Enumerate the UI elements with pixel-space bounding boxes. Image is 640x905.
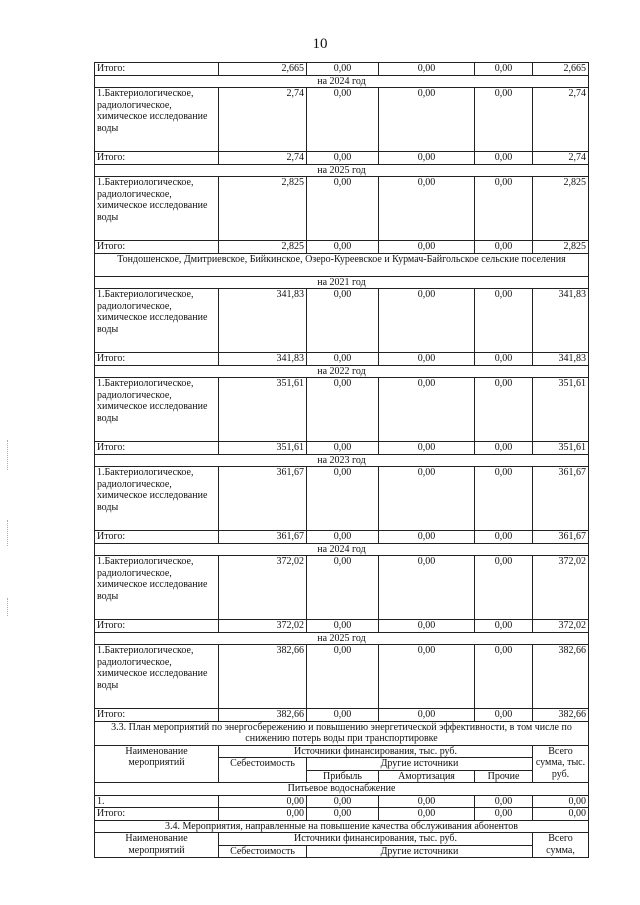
activity-total: 382,66 <box>533 645 589 709</box>
activity-total: 361,67 <box>533 467 589 531</box>
total-profit: 0,00 <box>307 620 379 633</box>
year-header-row <box>95 543 589 556</box>
total-cost: 2,665 <box>219 63 307 76</box>
total-other: 0,00 <box>475 442 533 455</box>
total-label: Итого: <box>95 620 219 633</box>
total-label: Итого: <box>95 241 219 254</box>
total-other: 0,00 <box>475 531 533 544</box>
total-other: 0,00 <box>475 241 533 254</box>
section-3-4-header-row <box>95 833 589 846</box>
year-label: на 2025 год <box>95 164 589 177</box>
activity-cost: 382,66 <box>219 645 307 709</box>
total-total: 2,825 <box>533 241 589 254</box>
activity-cost: 361,67 <box>219 467 307 531</box>
total-other: 0,00 <box>475 808 533 821</box>
total-total: 351,61 <box>533 442 589 455</box>
page-number: 10 <box>312 36 328 52</box>
header-misc: Прочие <box>475 770 533 783</box>
total-other: 0,00 <box>475 620 533 633</box>
total-profit: 0,00 <box>307 63 379 76</box>
total-amortization: 0,00 <box>379 442 475 455</box>
activity-other: 0,00 <box>475 556 533 620</box>
activity-total: 2,825 <box>533 177 589 241</box>
year-header-row <box>95 75 589 88</box>
total-cost: 351,61 <box>219 442 307 455</box>
header-name: Наименование мероприятий <box>95 833 219 858</box>
activity-row <box>95 289 589 353</box>
scan-margin-mark <box>7 440 10 470</box>
header-cost: Себестоимость <box>219 845 307 858</box>
total-total: 2,665 <box>533 63 589 76</box>
total-label: Итого: <box>95 808 219 821</box>
header-sources: Источники финансирования, тыс. руб. <box>219 745 533 758</box>
activity-profit: 0,00 <box>307 177 379 241</box>
header-other-sources: Другие источники <box>307 845 533 858</box>
activity-name: 1.Бактериологическое, радиологическое, химическое исследование воды <box>95 467 219 531</box>
activity-cost: 372,02 <box>219 556 307 620</box>
header-sources: Источники финансирования, тыс. руб. <box>219 833 533 846</box>
activity-total: 372,02 <box>533 556 589 620</box>
total-other: 0,00 <box>475 152 533 165</box>
activity-name: 1.Бактериологическое, радиологическое, химическое исследование воды <box>95 177 219 241</box>
header-total: Всего сумма, тыс. руб. <box>533 745 589 783</box>
year-header-row <box>95 454 589 467</box>
total-profit: 0,00 <box>307 241 379 254</box>
total-label: Итого: <box>95 531 219 544</box>
total-amortization: 0,00 <box>379 709 475 722</box>
total-cost: 2,825 <box>219 241 307 254</box>
activity-total: 2,74 <box>533 88 589 152</box>
total-other: 0,00 <box>475 63 533 76</box>
activity-row <box>95 556 589 620</box>
activity-name: 1.Бактериологическое, радиологическое, химическое исследование воды <box>95 88 219 152</box>
year-label: на 2021 год <box>95 276 589 289</box>
total-profit: 0,00 <box>307 152 379 165</box>
row-cost: 0,00 <box>219 795 307 808</box>
total-profit: 0,00 <box>307 531 379 544</box>
row-other: 0,00 <box>475 795 533 808</box>
total-other: 0,00 <box>475 709 533 722</box>
section-3-3-title-row <box>95 721 589 745</box>
activity-profit: 0,00 <box>307 645 379 709</box>
activity-other: 0,00 <box>475 177 533 241</box>
year-header-row <box>95 365 589 378</box>
total-label: Итого: <box>95 63 219 76</box>
year-header-row <box>95 276 589 289</box>
activity-other: 0,00 <box>475 467 533 531</box>
total-row <box>95 442 589 455</box>
activity-profit: 0,00 <box>307 556 379 620</box>
total-amortization: 0,00 <box>379 353 475 366</box>
total-total: 0,00 <box>533 808 589 821</box>
activity-other: 0,00 <box>475 88 533 152</box>
activity-cost: 351,61 <box>219 378 307 442</box>
water-supply-label: Питьевое водоснабжение <box>95 783 589 796</box>
header-other-sources: Другие источники <box>307 758 533 771</box>
total-label: Итого: <box>95 442 219 455</box>
total-label: Итого: <box>95 353 219 366</box>
total-row <box>95 531 589 544</box>
total-row <box>95 808 589 821</box>
region-label: Тондошенское, Дмитриевское, Бийкинское, Озеро-Куреевское и Курмач-Байгольское сельские поселения <box>95 253 589 276</box>
section-3-4-title-row <box>95 820 589 833</box>
scan-margin-mark <box>7 598 10 616</box>
activity-amortization: 0,00 <box>379 467 475 531</box>
scan-margin-mark <box>7 520 10 546</box>
header-name: Наименование мероприятий <box>95 745 219 783</box>
row-profit: 0,00 <box>307 795 379 808</box>
section-title: 3.4. Мероприятия, направленные на повышение качества обслуживания абонентов <box>95 820 589 833</box>
total-total: 361,67 <box>533 531 589 544</box>
total-profit: 0,00 <box>307 353 379 366</box>
header-profit: Прибыль <box>307 770 379 783</box>
activity-total: 341,83 <box>533 289 589 353</box>
activity-cost: 2,825 <box>219 177 307 241</box>
activity-profit: 0,00 <box>307 289 379 353</box>
header-amortization: Амортизация <box>379 770 475 783</box>
row-amortization: 0,00 <box>379 795 475 808</box>
region-header-row <box>95 253 589 276</box>
activity-name: 1.Бактериологическое, радиологическое, химическое исследование воды <box>95 289 219 353</box>
activity-amortization: 0,00 <box>379 645 475 709</box>
activity-profit: 0,00 <box>307 467 379 531</box>
activity-amortization: 0,00 <box>379 88 475 152</box>
total-amortization: 0,00 <box>379 531 475 544</box>
activity-row <box>95 467 589 531</box>
activity-profit: 0,00 <box>307 88 379 152</box>
activity-amortization: 0,00 <box>379 378 475 442</box>
activity-other: 0,00 <box>475 289 533 353</box>
data-row <box>95 795 589 808</box>
activity-amortization: 0,00 <box>379 556 475 620</box>
total-cost: 372,02 <box>219 620 307 633</box>
total-amortization: 0,00 <box>379 63 475 76</box>
total-cost: 2,74 <box>219 152 307 165</box>
total-row <box>95 620 589 633</box>
activity-amortization: 0,00 <box>379 289 475 353</box>
activity-row <box>95 645 589 709</box>
section-title: 3.3. План мероприятий по энергосбережению и повышению энергетической эффективности, в том числе по снижению потерь воды при транспортировке <box>95 721 589 745</box>
financing-table <box>94 62 589 858</box>
header-total: Всего сумма, <box>533 833 589 858</box>
total-cost: 0,00 <box>219 808 307 821</box>
year-header-row <box>95 632 589 645</box>
row-label: 1. <box>95 795 219 808</box>
activity-other: 0,00 <box>475 378 533 442</box>
total-row <box>95 353 589 366</box>
total-total: 341,83 <box>533 353 589 366</box>
year-header-row <box>95 164 589 177</box>
year-label: на 2024 год <box>95 543 589 556</box>
row-total: 0,00 <box>533 795 589 808</box>
total-amortization: 0,00 <box>379 152 475 165</box>
activity-name: 1.Бактериологическое, радиологическое, химическое исследование воды <box>95 645 219 709</box>
total-cost: 341,83 <box>219 353 307 366</box>
activity-amortization: 0,00 <box>379 177 475 241</box>
total-row <box>95 241 589 254</box>
activity-name: 1.Бактериологическое, радиологическое, химическое исследование воды <box>95 556 219 620</box>
total-label: Итого: <box>95 709 219 722</box>
year-label: на 2023 год <box>95 454 589 467</box>
activity-cost: 2,74 <box>219 88 307 152</box>
total-amortization: 0,00 <box>379 808 475 821</box>
activity-row <box>95 378 589 442</box>
activity-name: 1.Бактериологическое, радиологическое, химическое исследование воды <box>95 378 219 442</box>
total-profit: 0,00 <box>307 808 379 821</box>
total-row <box>95 152 589 165</box>
total-total: 382,66 <box>533 709 589 722</box>
section-3-3-header-row <box>95 745 589 758</box>
header-cost: Себестоимость <box>219 758 307 783</box>
total-amortization: 0,00 <box>379 620 475 633</box>
total-total: 2,74 <box>533 152 589 165</box>
year-label: на 2022 год <box>95 365 589 378</box>
total-profit: 0,00 <box>307 709 379 722</box>
year-label: на 2024 год <box>95 75 589 88</box>
total-cost: 382,66 <box>219 709 307 722</box>
activity-row <box>95 88 589 152</box>
total-total: 372,02 <box>533 620 589 633</box>
total-label: Итого: <box>95 152 219 165</box>
total-cost: 361,67 <box>219 531 307 544</box>
activity-cost: 341,83 <box>219 289 307 353</box>
activity-other: 0,00 <box>475 645 533 709</box>
activity-profit: 0,00 <box>307 378 379 442</box>
total-other: 0,00 <box>475 353 533 366</box>
year-label: на 2025 год <box>95 632 589 645</box>
activity-total: 351,61 <box>533 378 589 442</box>
total-row <box>95 63 589 76</box>
total-row <box>95 709 589 722</box>
total-profit: 0,00 <box>307 442 379 455</box>
activity-row <box>95 177 589 241</box>
subheader-row <box>95 783 589 796</box>
total-amortization: 0,00 <box>379 241 475 254</box>
